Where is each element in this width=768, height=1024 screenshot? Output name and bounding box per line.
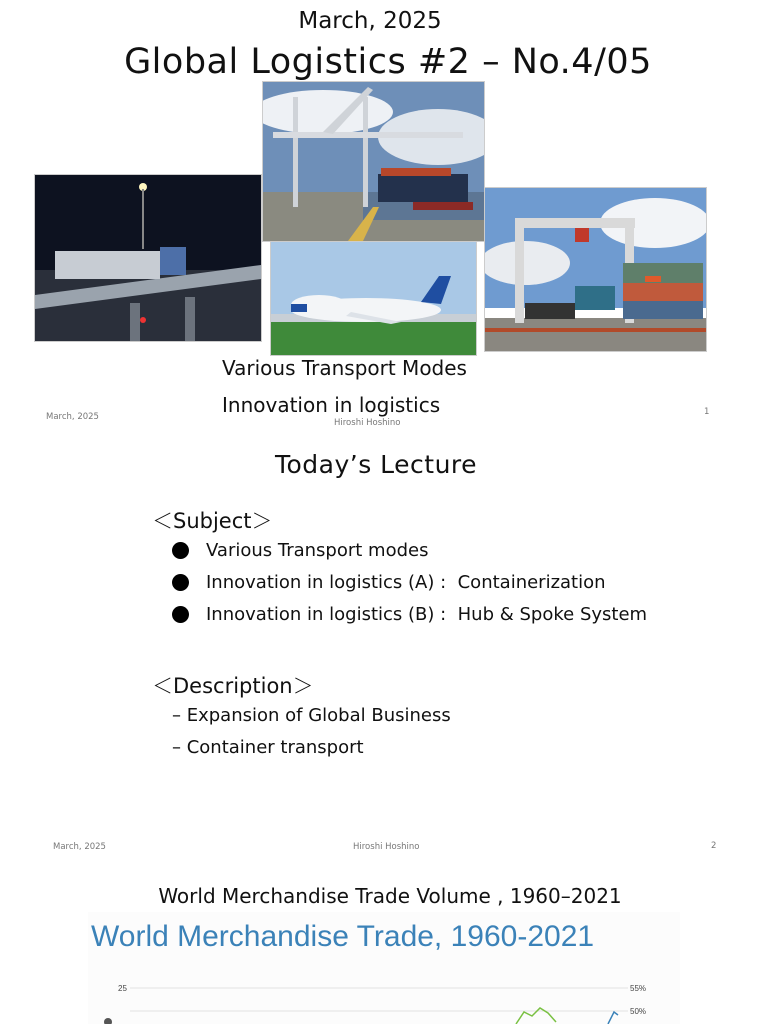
cargo-airplane-photo xyxy=(270,241,477,356)
subject-item-text: Various Transport modes xyxy=(206,540,429,561)
subject-item xyxy=(172,604,647,625)
rail-crane-photo xyxy=(484,187,707,352)
slide2-footer-author: Hiroshi Hoshino xyxy=(353,842,420,852)
truck-on-ramp-photo xyxy=(34,174,262,342)
subject-item xyxy=(172,540,428,561)
subject-item-text: Innovation in logistics (A) : Containerization xyxy=(206,572,606,593)
y-right-tick-label: 50% xyxy=(630,1007,647,1016)
container-port-photo xyxy=(262,81,485,242)
slide1-date: March, 2025 xyxy=(298,8,442,34)
slide2-footer-date: March, 2025 xyxy=(53,842,106,852)
description-item: – Container transport xyxy=(172,737,364,758)
chart-title: World Merchandise Trade, 1960-2021 xyxy=(91,920,595,953)
bullet-icon xyxy=(172,542,189,559)
caption-transport-modes: Various Transport Modes xyxy=(222,356,467,380)
series-line xyxy=(516,1008,556,1024)
subject-item xyxy=(172,572,606,593)
y-left-tick-label: 25 xyxy=(118,984,127,993)
series-line xyxy=(608,1012,618,1024)
axis-marker xyxy=(104,1018,112,1024)
slide1-page-number: 1 xyxy=(704,407,710,417)
description-item: – Expansion of Global Business xyxy=(172,705,451,726)
subject-heading: ＜Subject＞ xyxy=(152,509,273,533)
caption-innovation: Innovation in logistics xyxy=(222,393,441,417)
bullet-icon xyxy=(172,606,189,623)
slide1-footer-date: March, 2025 xyxy=(46,412,99,422)
slide1-title: Global Logistics #2 – No.4/05 xyxy=(124,42,652,82)
slide3-heading: World Merchandise Trade Volume , 1960–2021 xyxy=(158,884,622,908)
y-right-tick-label: 55% xyxy=(630,984,647,993)
bullet-icon xyxy=(172,574,189,591)
description-heading: ＜Description＞ xyxy=(152,674,314,698)
slide2-page-number: 2 xyxy=(711,841,717,851)
slide2-title: Today’s Lecture xyxy=(274,450,478,479)
slide1-footer-author: Hiroshi Hoshino xyxy=(334,418,401,428)
subject-item-text: Innovation in logistics (B) : Hub & Spoke System xyxy=(206,604,648,625)
